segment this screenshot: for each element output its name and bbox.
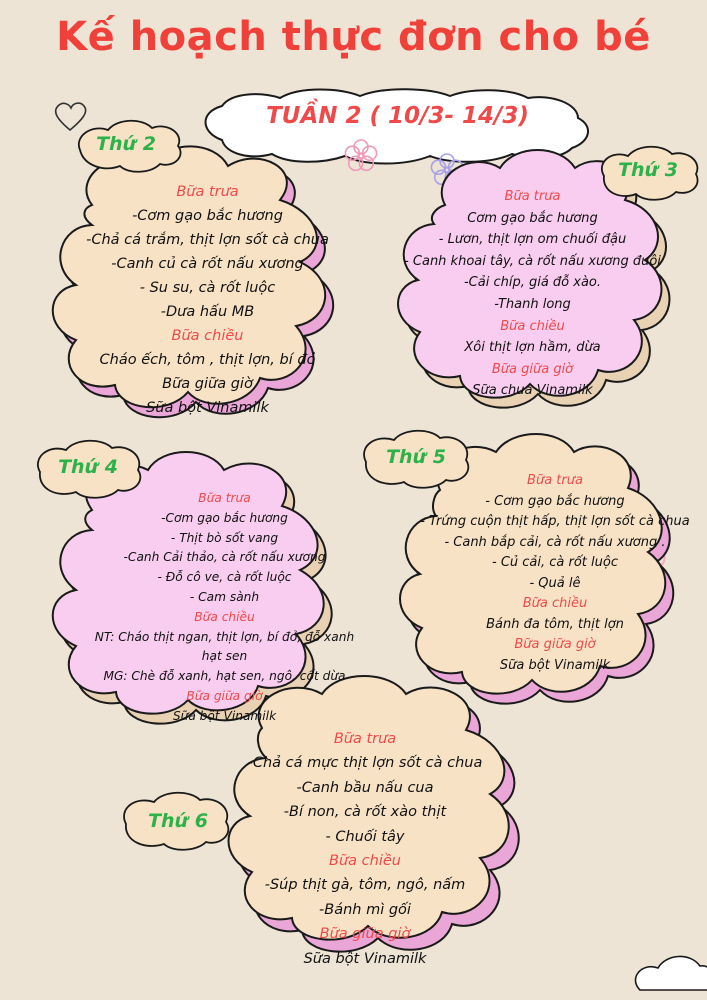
menu-item: - Su su, cà rốt luộc bbox=[139, 280, 276, 296]
day-label-thu-6: Thứ 6 bbox=[148, 810, 208, 832]
menu-item: -Dưa hấu MB bbox=[160, 304, 255, 320]
meal-heading: Bữa giữa giờ bbox=[319, 926, 411, 943]
menu-item: -Thanh long bbox=[494, 296, 571, 312]
menu-item: -Canh bầu nấu cua bbox=[296, 779, 434, 796]
meal-heading: Bữa trưa bbox=[333, 731, 397, 747]
menu-item: Cháo ếch, tôm , thịt lợn, bí đỏ bbox=[99, 352, 316, 368]
cloud-icon bbox=[635, 956, 707, 990]
meal-heading: Bữa giữa giờ bbox=[491, 361, 574, 377]
menu-item: Sữa bột Vinamilk bbox=[499, 657, 611, 673]
day-label-thu-5: Thứ 5 bbox=[386, 446, 446, 468]
menu-item: Xôi thịt lợn hầm, dừa bbox=[464, 340, 601, 356]
menu-item: -Cơm gạo bắc hương bbox=[161, 510, 288, 525]
week-label: TUẦN 2 ( 10/3- 14/3) bbox=[266, 103, 529, 129]
menu-item: Sữa bột Vinamilk bbox=[303, 950, 427, 967]
menu-item: - Canh bắp cải, cà rốt nấu xương . bbox=[444, 534, 666, 550]
meal-heading: Bữa trưa bbox=[176, 184, 239, 200]
menu-item: - Canh khoai tây, cà rốt nấu xương đuôi bbox=[404, 253, 661, 269]
meal-heading: Bữa chiều bbox=[522, 596, 588, 611]
menu-item: -Cải chíp, giá đỗ xào. bbox=[463, 275, 602, 291]
meal-heading: Bữa trưa bbox=[504, 189, 561, 204]
menu-item: -Canh củ cà rốt nấu xương bbox=[111, 256, 304, 272]
meal-heading: Bữa chiều bbox=[171, 328, 244, 344]
meal-heading: Bữa giữa giờ bbox=[514, 637, 596, 652]
menu-item: - Cơm gạo bắc hương bbox=[485, 493, 625, 509]
menu-item: -Súp thịt gà, tôm, ngô, nấm bbox=[264, 877, 466, 894]
menu-item: Bánh đa tôm, thịt lợn bbox=[486, 616, 624, 632]
menu-item: NT: Cháo thịt ngan, thịt lợn, bí đỏ, đỗ xanh bbox=[94, 629, 355, 644]
menu-item: Sữa bột Vinamilk bbox=[146, 400, 269, 416]
menu-item: - Lươn, thịt lợn om chuối đậu bbox=[438, 232, 627, 248]
menu-thu-5 bbox=[420, 471, 690, 676]
menu-thu-2 bbox=[65, 180, 350, 420]
menu-item: -Chả cá trắm, thịt lợn sốt cà chua bbox=[86, 232, 329, 248]
menu-item: Bữa giữa giờ bbox=[162, 376, 253, 392]
menu-item: Cơm gạo bắc hương bbox=[467, 210, 598, 226]
menu-item: -Bí non, cà rốt xào thịt bbox=[283, 804, 447, 821]
menu-item: Sữa bột Vinamilk bbox=[172, 708, 277, 723]
meal-heading: Bữa chiều bbox=[194, 609, 255, 624]
heart-icon bbox=[56, 103, 86, 130]
page-title: Kế hoạch thực đơn cho bé bbox=[56, 14, 651, 60]
menu-item: - Thịt bò sốt vang bbox=[170, 530, 279, 545]
day-label-thu-4: Thứ 4 bbox=[58, 456, 118, 478]
menu-item: - Chuối tây bbox=[325, 828, 405, 845]
meal-heading: Bữa giữa giờ bbox=[186, 688, 263, 703]
day-label-thu-3: Thứ 3 bbox=[618, 159, 678, 181]
menu-thu-4 bbox=[82, 489, 367, 727]
menu-thu-6 bbox=[225, 727, 505, 971]
day-label-thu-2: Thứ 2 bbox=[96, 133, 156, 155]
menu-item: - Củ cải, cà rốt luộc bbox=[492, 555, 618, 570]
menu-item: -Chả cá mực thịt lợn sốt cà chua bbox=[247, 755, 483, 772]
menu-item: - Quả lê bbox=[529, 575, 581, 591]
meal-heading: Bữa chiều bbox=[500, 318, 565, 334]
meal-heading: Bữa trưa bbox=[527, 473, 583, 488]
menu-item: - Trứng cuộn thịt hấp, thịt lợn sốt cà chua bbox=[420, 514, 690, 529]
menu-item: -Cơm gạo bắc hương bbox=[132, 208, 283, 224]
menu-item: - Cam sành bbox=[189, 589, 260, 604]
menu-item: MG: Chè đỗ xanh, hạt sen, ngô, cốt dừa bbox=[103, 669, 346, 684]
menu-thu-3 bbox=[395, 186, 670, 402]
menu-item: Sữa chua Vinamilk bbox=[472, 383, 593, 399]
menu-item: hạt sen bbox=[201, 649, 248, 664]
menu-item: - Đỗ cô ve, cà rốt luộc bbox=[157, 570, 292, 585]
meal-heading: Bữa trưa bbox=[198, 491, 251, 505]
meal-heading: Bữa chiều bbox=[329, 853, 401, 870]
menu-item: -Bánh mì gối bbox=[319, 901, 411, 918]
menu-item: -Canh Cải thảo, cà rốt nấu xương bbox=[123, 550, 326, 565]
